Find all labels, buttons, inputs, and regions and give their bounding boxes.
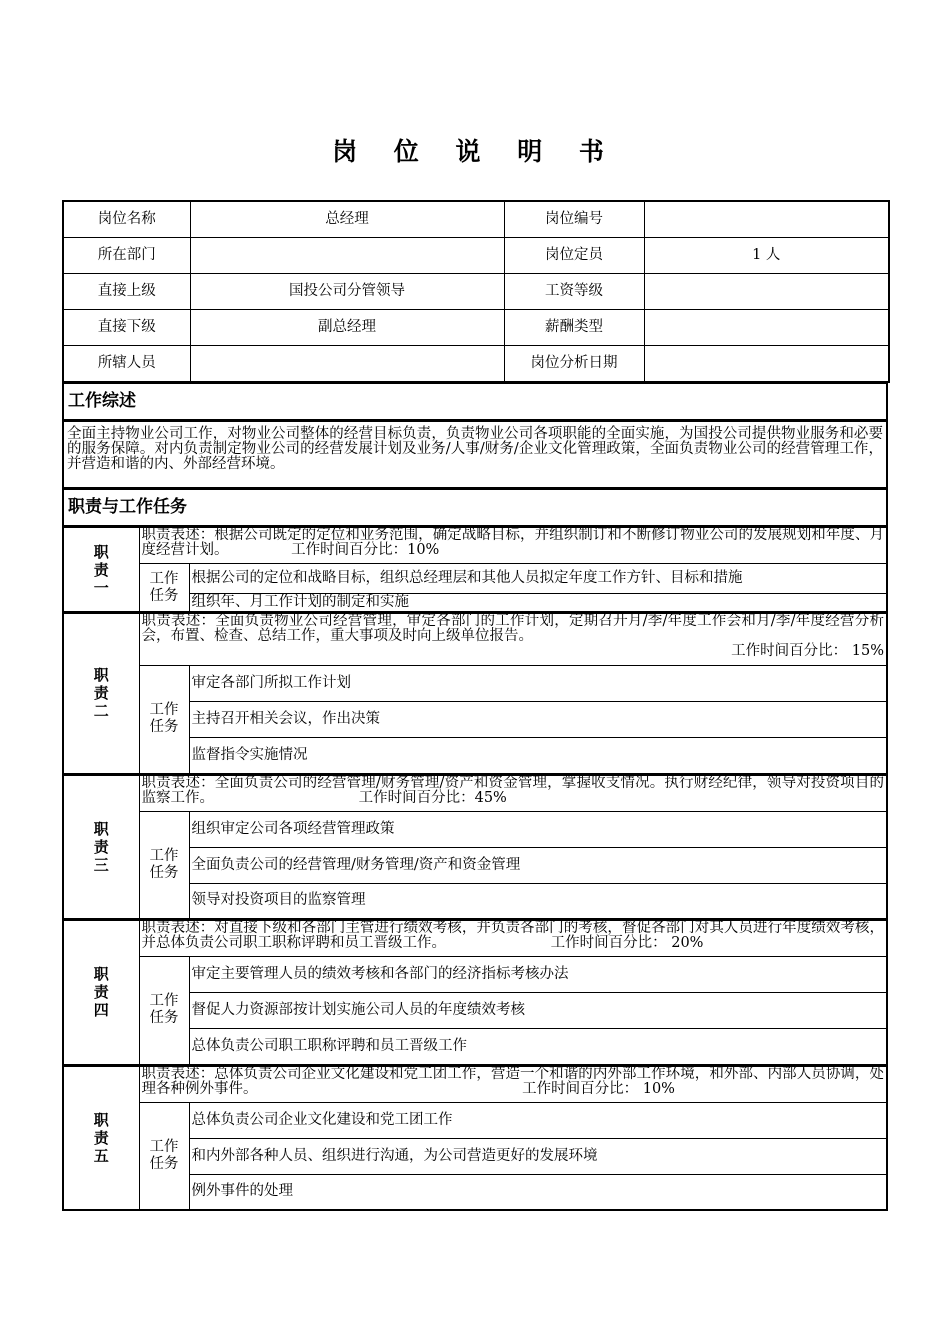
duty-statement	[139, 614, 887, 666]
task-item: 组织审定公司各项经营管理政策	[189, 811, 887, 847]
info-label: 直接下级	[63, 310, 190, 346]
info-value	[644, 346, 889, 383]
summary-table	[62, 421, 888, 489]
info-label: 直接上级	[63, 274, 190, 310]
page-title: 岗 位 说 明 书	[332, 137, 618, 166]
info-value: 副总经理	[190, 310, 504, 346]
summary-text: 全面主持物业公司工作，对物业公司整体的经营目标负责，负责物业公司各项职能的全面实施，为国投公司提供物业服务和必要的服务保障。对内负责制定物业公司的经营发展计划及业务/人事/财务/企业文化管理政策，全面负责物业公司的经营管理工作，并营造和谐的内、外部经营环境。	[63, 422, 887, 489]
duty-statement	[139, 528, 887, 564]
summary-heading-table	[62, 383, 888, 421]
work-tasks-label-text: 工作 任务	[149, 993, 179, 1027]
duty-label-text: 职 责 二	[93, 666, 109, 721]
task-item: 主持召开相关会议，作出决策	[189, 702, 887, 738]
info-value: 国投公司分管领导	[190, 274, 504, 310]
info-row	[63, 274, 889, 310]
duty-statement-text: 职责表述：全面负责公司的经营管理/财务管理/资产和资金管理，掌握收支情况。执行财经纪律，领导对投资项目的监察工作。	[141, 774, 884, 806]
work-tasks-label-text: 工作 任务	[149, 1138, 179, 1172]
summary-heading: 工作综述	[63, 384, 887, 421]
task-item: 领导对投资项目的监察管理	[189, 883, 887, 919]
task-item: 审定各部门所拟工作计划	[189, 666, 887, 702]
duty-block	[62, 527, 888, 613]
task-item: 根据公司的定位和战略目标，组织总经理层和其他人员拟定年度工作方针、目标和措施	[189, 564, 887, 594]
duty-label-text: 职 责 三	[93, 819, 109, 874]
info-label: 岗位编号	[504, 201, 644, 238]
duty-time-percent: 工作时间百分比： 15%	[731, 643, 884, 659]
duty-block	[62, 775, 888, 921]
duty-label-text: 职 责 一	[93, 542, 109, 597]
duty-time-percent: 工作时间百分比：45%	[358, 789, 507, 806]
duty-time-percent: 工作时间百分比： 20%	[550, 935, 704, 951]
duty-label	[63, 614, 139, 774]
work-tasks-label	[139, 811, 189, 919]
info-value: 总经理	[190, 201, 504, 238]
task-item: 全面负责公司的经营管理/财务管理/资产和资金管理	[189, 847, 887, 883]
info-row	[63, 201, 889, 238]
task-item: 例外事件的处理	[189, 1174, 887, 1210]
work-tasks-label	[139, 666, 189, 774]
work-tasks-label	[139, 564, 189, 613]
work-tasks-label	[139, 957, 189, 1065]
work-tasks-label	[139, 1102, 189, 1210]
basic-info-table	[62, 200, 890, 383]
task-item: 总体负责公司企业文化建设和党工团工作	[189, 1102, 887, 1138]
duty-label	[63, 775, 139, 919]
duty-time-percent: 工作时间百分比： 10%	[522, 1080, 675, 1097]
job-description-sheet	[62, 200, 888, 1211]
duties-heading: 职责与工作任务	[63, 490, 887, 527]
info-label: 岗位定员	[504, 238, 644, 274]
task-item: 总体负责公司职工职称评聘和员工晋级工作	[189, 1029, 887, 1065]
duty-statement	[139, 1066, 887, 1102]
info-value	[190, 238, 504, 274]
task-item: 组织年、月工作计划的制定和实施	[189, 594, 887, 613]
info-value	[190, 346, 504, 383]
task-item: 监督指令实施情况	[189, 738, 887, 774]
duty-label	[63, 1066, 139, 1210]
info-row	[63, 238, 889, 274]
info-value: 1 人	[644, 238, 889, 274]
info-label: 薪酬类型	[504, 310, 644, 346]
duty-statement-text: 职责表述：总体负责公司企业文化建设和党工团工作，营造一个和谐的内外部工作环境，和外部、内部人员协调，处理各种例外事件。	[141, 1065, 884, 1097]
task-item: 和内外部各种人员、组织进行沟通，为公司营造更好的发展环境	[189, 1138, 887, 1174]
work-tasks-label-text: 工作 任务	[149, 702, 179, 736]
info-label: 岗位分析日期	[504, 346, 644, 383]
task-item: 督促人力资源部按计划实施公司人员的年度绩效考核	[189, 993, 887, 1029]
duty-block	[62, 920, 888, 1066]
duty-block	[62, 613, 888, 775]
info-label: 所辖人员	[63, 346, 190, 383]
info-label: 所在部门	[63, 238, 190, 274]
duty-statement-text: 职责表述：对直接下级和各部门主管进行绩效考核，并负责各部门的考核，督促各部门对其人员进行年度绩效考核，并总体负责公司职工职称评聘和员工晋级工作。	[141, 920, 884, 951]
duty-statement	[139, 775, 887, 811]
info-row	[63, 346, 889, 383]
info-label: 岗位名称	[63, 201, 190, 238]
work-tasks-label-text: 工作 任务	[149, 570, 179, 604]
info-value	[644, 310, 889, 346]
duty-label	[63, 921, 139, 1065]
duty-block	[62, 1066, 888, 1212]
duty-label	[63, 528, 139, 613]
duty-statement-text: 职责表述：根据公司既定的定位和业务范围，确定战略目标，并组织制订和不断修订物业公司的发展规划和年度、月度经营计划。	[141, 527, 884, 558]
info-row	[63, 310, 889, 346]
duty-time-percent: 工作时间百分比：10%	[291, 542, 440, 558]
work-tasks-label-text: 工作 任务	[149, 847, 179, 881]
duties-heading-table	[62, 489, 888, 527]
duty-statement	[139, 921, 887, 957]
info-value	[644, 274, 889, 310]
duty-label-text: 职 责 四	[93, 965, 109, 1020]
duty-label-text: 职 责 五	[93, 1110, 109, 1165]
info-value	[644, 201, 889, 238]
info-label: 工资等级	[504, 274, 644, 310]
task-item: 审定主要管理人员的绩效考核和各部门的经济指标考核办法	[189, 957, 887, 993]
duty-statement-text: 职责表述：全面负责物业公司经营管理，审定各部门的工作计划，定期召开月/季/年度工作会和月/季/年度经营分析会，布置、检查、总结工作，重大事项及时向上级单位报告。	[141, 613, 884, 644]
